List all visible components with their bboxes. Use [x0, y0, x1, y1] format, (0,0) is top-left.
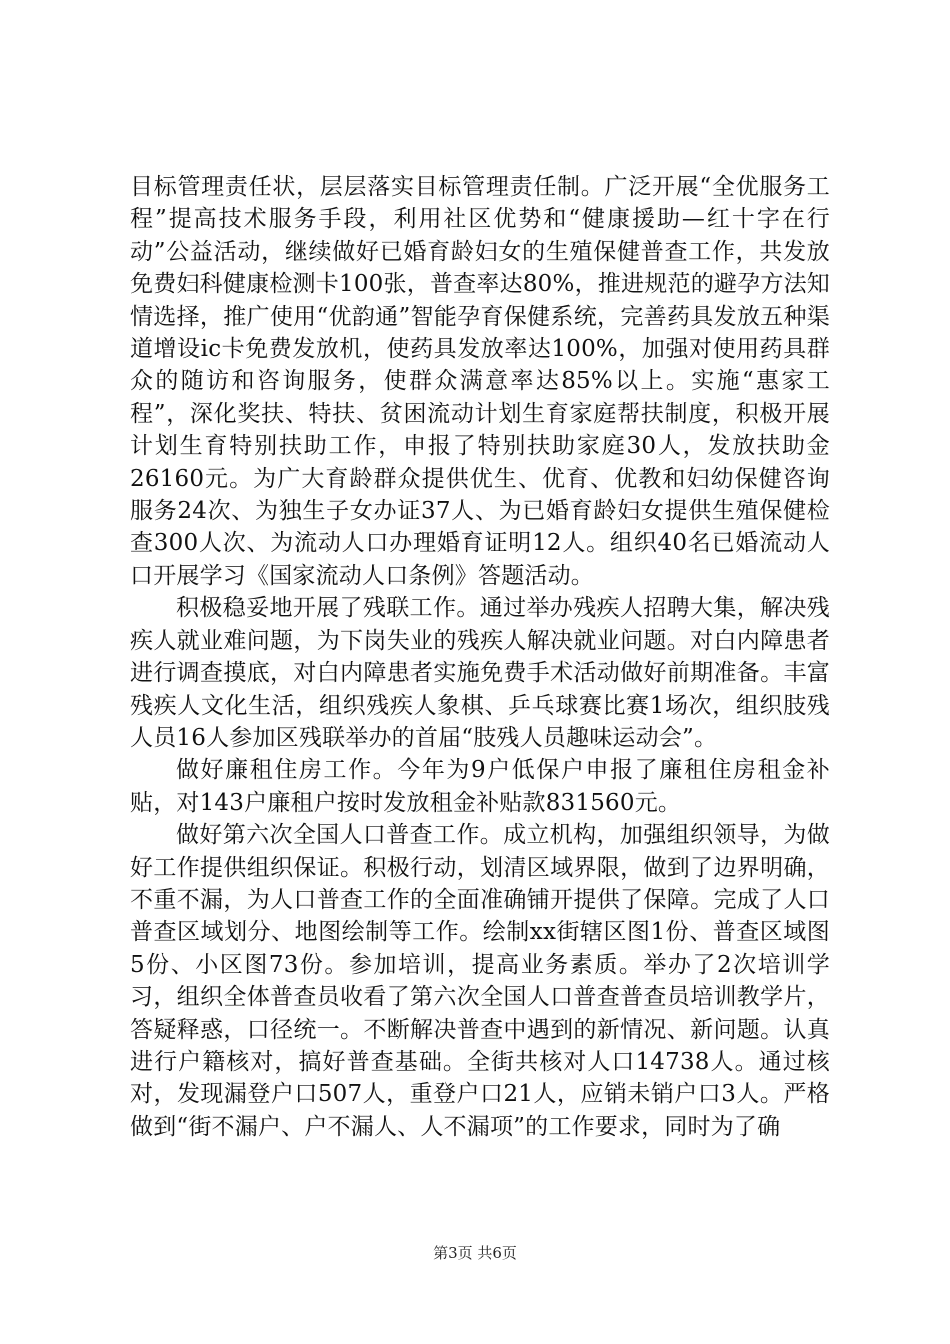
- page-number-indicator: 第3页 共6页: [433, 1244, 517, 1262]
- page-footer: [0, 1243, 950, 1263]
- paragraph-low-rent-housing: 做好廉租住房工作。今年为9户低保户申报了廉租住房租金补贴，对143户廉租户按时发放租金补贴款831560元。: [130, 757, 830, 816]
- paragraph-disabled-federation: 积极稳妥地开展了残联工作。通过举办残疾人招聘大集，解决残疾人就业难问题，为下岗失业的残疾人解决就业问题。对白内障患者进行调查摸底，对白内障患者实施免费手术活动做好前期准备。丰富残疾人文化生活，组织残疾人象棋、乒乓球赛比赛1场次，组织肢残人员16人参加区残联举办的首届“肢残人员趣味运动会”。: [130, 595, 830, 751]
- document-body: [130, 171, 830, 1143]
- paragraph-family-planning: 目标管理责任状，层层落实目标管理责任制。广泛开展“全优服务工程”提高技术服务手段，利用社区优势和“健康援助—红十字在行动”公益活动，继续做好已婚育龄妇女的生殖保健普查工作，共发放免费妇科健康检测卡100张，普查率达80%，推进规范的避孕方法知情选择，推广使用“优韵通”智能孕育保健系统，完善药具发放五种渠道增设ic卡免费发放机，使药具发放率达100%，加强对使用药具群众的随访和咨询服务，使群众满意率达85%以上。实施“惠家工程”，深化奖扶、特扶、贫困流动计划生育家庭帮扶制度，积极开展计划生育特别扶助工作，申报了特别扶助家庭30人，发放扶助金26160元。为广大育龄群众提供优生、优育、优教和妇幼保健咨询服务24次、为独生子女办证37人、为已婚育龄妇女提供生殖保健检查300人次、为流动人口办理婚育证明12人。组织40名已婚流动人口开展学习《国家流动人口条例》答题活动。: [130, 174, 830, 589]
- paragraph-population-census: 做好第六次全国人口普查工作。成立机构，加强组织领导，为做好工作提供组织保证。积极行动，划清区域界限，做到了边界明确，不重不漏，为人口普查工作的全面准确铺开提供了保障。完成了人口普查区域划分、地图绘制等工作。绘制xx街辖区图1份、普查区域图5份、小区图73份。参加培训，提高业务素质。举办了2次培训学习，组织全体普查员收看了第六次全国人口普查普查员培训教学片，答疑释惑，口径统一。不断解决普查中遇到的新情况、新问题。认真进行户籍核对，搞好普查基础。全街共核对人口14738人。通过核对，发现漏登户口507人，重登户口21人，应销未销户口3人。严格做到“街不漏户、户不漏人、人不漏项”的工作要求，同时为了确: [130, 822, 830, 1140]
